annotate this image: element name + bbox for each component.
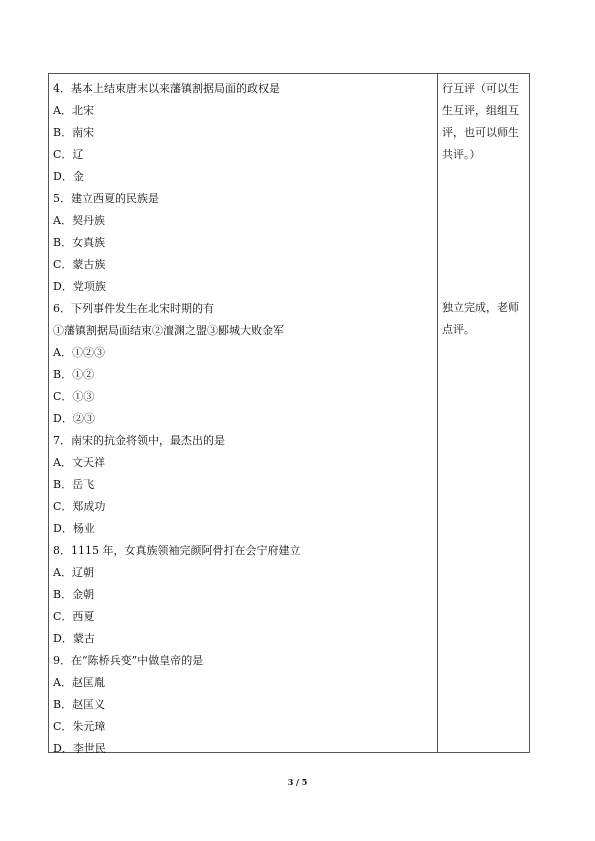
option-b: B．金朝 <box>53 588 95 601</box>
question-stem: 9．在“陈桥兵变”中做皇帝的是 <box>53 654 204 667</box>
option-d: D．杨业 <box>53 522 95 535</box>
option-a: A．契丹族 <box>53 214 105 227</box>
option-c: C．辽 <box>53 148 84 161</box>
option-d: D．②③ <box>53 412 95 425</box>
questions-column <box>53 78 433 760</box>
option-b: B．南宋 <box>53 126 95 139</box>
option-b: B．女真族 <box>53 236 106 249</box>
question-stem: 5．建立西夏的民族是 <box>53 192 159 205</box>
option-c: C．朱元璋 <box>53 720 106 733</box>
option-a: A．北宋 <box>53 104 94 117</box>
question-statements: ①藩镇割据局面结束②澶渊之盟③郾城大败金军 <box>53 324 284 337</box>
question-stem: 8．1115 年，女真族领袖完颜阿骨打在会宁府建立 <box>53 544 301 557</box>
option-a: A．辽朝 <box>53 566 94 579</box>
option-d: D．李世民 <box>53 742 106 755</box>
question-stem: 6．下列事件发生在北宋时期的有 <box>53 302 214 315</box>
page-number: 3 / 5 <box>287 777 308 787</box>
question-stem: 7．南宋的抗金将领中，最杰出的是 <box>53 434 225 447</box>
column-divider <box>437 73 438 753</box>
option-b: B．岳飞 <box>53 478 95 491</box>
option-b: B．赵匡义 <box>53 698 106 711</box>
teaching-note-peer-review: 行互评（可以生生互评，组组互评，也可以师生共评。） <box>442 82 519 161</box>
option-c: C．郑成功 <box>53 500 106 513</box>
option-a: A．①②③ <box>53 346 105 359</box>
option-c: C．西夏 <box>53 610 95 623</box>
option-d: D．金 <box>53 170 84 183</box>
teaching-note-independent: 独立完成，老师点评。 <box>442 301 519 336</box>
option-b: B．①② <box>53 368 95 381</box>
option-d: D．党项族 <box>53 280 106 293</box>
question-stem: 4．基本上结束唐末以来藩镇割据局面的政权是 <box>53 82 280 95</box>
option-a: A．文天祥 <box>53 456 105 469</box>
option-c: C．蒙古族 <box>53 258 106 271</box>
option-c: C．①③ <box>53 390 95 403</box>
option-d: D．蒙古 <box>53 632 95 645</box>
option-a: A．赵匡胤 <box>53 676 105 689</box>
